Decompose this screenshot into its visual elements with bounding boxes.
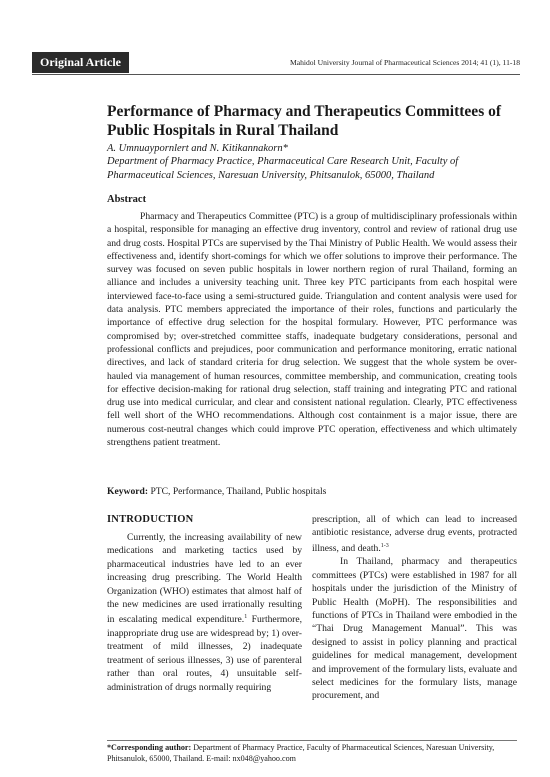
keyword-line [107, 485, 517, 498]
abstract-heading: Abstract [107, 194, 147, 205]
footnote-label: *Corresponding author: [107, 743, 192, 752]
journal-header [32, 52, 520, 75]
keyword-values: PTC, Performance, Thailand, Public hospitals [150, 486, 327, 497]
intro-col1-text-cont: Furthermore, inappropriate drug use are widespread by; 1) over-treatment of mild illnesses, 2) inadequate treatment of serious illnesses, 3) use of parenteral rather than oral routes, 4) unsuitable self-administration of drugs normally requiring [107, 614, 302, 693]
intro-col2-paragraph [312, 513, 517, 555]
introduction-column-left [107, 531, 302, 694]
introduction-heading: INTRODUCTION [107, 514, 194, 525]
intro-col1-text: Currently, the increasing availability of new medications and marketing tactics used by pharmaceutical industries have led to an ever increasing drug prescribing. The World Health Organization (WHO) estimates that almost half of the new medicines are used irrationally resulting in escalating medical expenditure. [107, 532, 302, 626]
author-affiliation: Department of Pharmacy Practice, Pharmaceutical Care Research Unit, Faculty of Pharmaceutical Sciences, Naresuan University, Phitsanulok, 65000, Thailand [107, 156, 459, 181]
footnote-divider [107, 740, 517, 741]
article-type-badge: Original Article [32, 52, 129, 73]
intro-col2-p1: prescription, all of which can lead to increased antibiotic resistance, adverse drug events, protracted illness, and death. [312, 514, 517, 554]
introduction-column-right [312, 513, 517, 703]
intro-col2-p2: In Thailand, pharmacy and therapeutics committees (PTCs) were established in 1987 for all hospitals under the jurisdiction of the Ministry of Public Health (MoPH). The responsibilities and functions of PTCs in Thailand were embodied in the “Thai Drug Management Manual”. This was designed to assist in policy planning and practical guidelines for medical management, development and improvement of the formulary lists, evaluate and select medicines for the formulary lists, manage procurement, and [312, 556, 517, 702]
citation-ref: 1 [244, 614, 248, 621]
citation-ref: 1-3 [380, 542, 389, 549]
corresponding-author-footnote [107, 742, 517, 764]
article-title: Performance of Pharmacy and Therapeutics Committees of Public Hospitals in Rural Thailand [107, 103, 502, 139]
footnote-text: Department of Pharmacy Practice, Faculty of Pharmaceutical Sciences, Naresuan University, Phitsanulok, 65000, Thailand. E-mail: nx048@yahoo.com [107, 743, 495, 763]
journal-citation: Mahidol University Journal of Pharmaceutical Sciences 2014; 41 (1), 11-18 [289, 58, 520, 67]
abstract-text: Pharmacy and Therapeutics Committee (PTC) is a group of multidisciplinary professionals within a hospital, responsible for managing an effective drug inventory, control and review of rational drug use and drug costs. Hospital PTCs are supervised by the Thai Ministry of Public Health. We would assess their effectiveness and, identify short-comings for which we offer solutions to improve their performance. The survey was focused on seven public hospitals in lower northern region of rural Thailand, forming an alliance and includes a university teaching unit. Three key PTC participants from each hospital were interviewed face-to-face using a semi-structured guide. Triangulation and content analysis were used for data analysis. PTC members appreciated the importance of their roles, functions and particularly the importance of effective drug selection for the hospital formulary. However, PTC performance was compromised by; over-stretched committee staffs, inadequate budgetary considerations, personal and professional conflicts and prejudices, poor communication and performance monitoring, erratic national directives, and lack of standard criteria for drug selection. We suggest that the whole system be over-hauled via management of human resources, committee membership, and communication, creating tools for effective decision-making for rational drug selection, staff training and integrating PTC and rational drug use into medical curricular, and clear and consistent national regulation. Clearly, PTC effectiveness fell well short of the WHO recommendations. Although cost containment is a major issue, there are numerous cost-neutral changes which could improve PTC operation, effectiveness and which ultimately strengthens patient treatment. [107, 211, 518, 449]
keyword-label: Keyword: [107, 486, 149, 497]
author-list: A. Umnuaypornlert and N. Kitikannakorn* [107, 143, 288, 154]
